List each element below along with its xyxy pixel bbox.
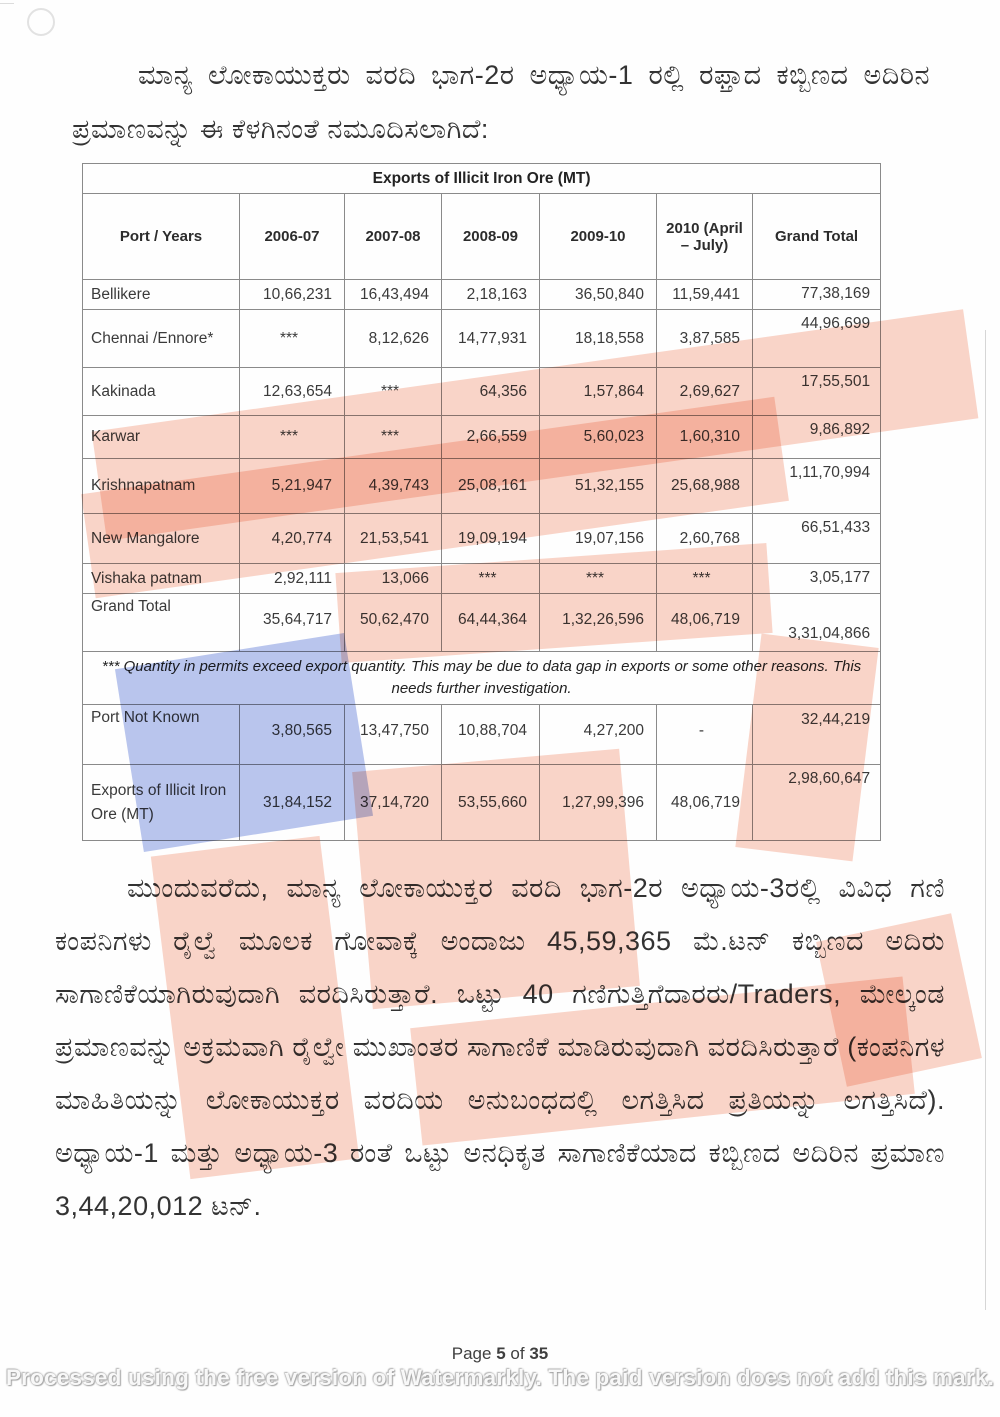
value-cell: 2,18,163 <box>442 280 540 310</box>
value-cell: 19,09,194 <box>442 514 540 564</box>
column-header-2007-08: 2007-08 <box>345 194 442 280</box>
total-cell: 17,55,501 <box>753 368 881 416</box>
port-cell: Grand Total <box>83 594 240 652</box>
total-cell: 66,51,433 <box>753 514 881 564</box>
port-cell: Port Not Known <box>83 705 240 765</box>
value-cell: 10,66,231 <box>240 280 345 310</box>
column-header-2006-07: 2006-07 <box>240 194 345 280</box>
table-row-grand-total <box>83 594 881 652</box>
port-cell: Bellikere <box>83 280 240 310</box>
value-cell: *** <box>240 416 345 459</box>
total-cell: 32,44,219 <box>753 705 881 765</box>
table-note-row <box>83 652 881 705</box>
page-total: 35 <box>529 1344 549 1363</box>
value-cell: 4,39,743 <box>345 459 442 514</box>
table-row-karwar <box>83 416 881 459</box>
document-heading: ಮಾನ್ಯ ಲೋಕಾಯುಕ್ತರು ವರದಿ ಭಾಗ-2ರ ಅಧ್ಯಾಯ-1 ರಲ್ಲಿ ರಫ್ತಾದ ಕಬ್ಬಿಣದ ಅದಿರಿನ ಪ್ರಮಾಣವನ್ನು ಈ ಕೆಳಗಿನಂತೆ ನಮೂದಿಸಲಾಗಿದೆ: <box>72 60 930 144</box>
value-cell: *** <box>345 416 442 459</box>
total-cell: 9,86,892 <box>753 416 881 459</box>
value-cell: 11,59,441 <box>657 280 753 310</box>
total-cell: 44,96,699 <box>753 310 881 368</box>
value-cell: 13,47,750 <box>345 705 442 765</box>
column-header-2010: 2010 (April – July) <box>657 194 753 280</box>
scan-edge-line <box>985 330 986 1310</box>
total-cell: 2,98,60,647 <box>753 765 881 841</box>
value-cell: 1,32,26,596 <box>540 594 657 652</box>
value-cell: 50,62,470 <box>345 594 442 652</box>
value-cell: 2,60,768 <box>657 514 753 564</box>
value-cell: 64,44,364 <box>442 594 540 652</box>
port-cell: Chennai /Ennore* <box>83 310 240 368</box>
page-label: Page <box>451 1344 492 1363</box>
total-cell: 3,31,04,866 <box>753 594 881 652</box>
column-header-grand-total: Grand Total <box>753 194 881 280</box>
value-cell: 36,50,840 <box>540 280 657 310</box>
table-row-kakinada <box>83 368 881 416</box>
table-title: Exports of Illicit Iron Ore (MT) <box>83 164 881 194</box>
scan-artifact-line <box>0 3 14 4</box>
table-row-krishnapatnam <box>83 459 881 514</box>
table-row-vishaka-patnam <box>83 564 881 594</box>
value-cell: 1,60,310 <box>657 416 753 459</box>
table-row-chennai-ennore <box>83 310 881 368</box>
value-cell: 4,27,200 <box>540 705 657 765</box>
value-cell: *** <box>657 564 753 594</box>
value-cell: 10,88,704 <box>442 705 540 765</box>
value-cell: 4,20,774 <box>240 514 345 564</box>
value-cell: 8,12,626 <box>345 310 442 368</box>
port-cell: Vishaka patnam <box>83 564 240 594</box>
value-cell: 25,68,988 <box>657 459 753 514</box>
value-cell: 3,80,565 <box>240 705 345 765</box>
table-title-row <box>83 164 881 194</box>
table-row-exports-illicit <box>83 765 881 841</box>
iron-ore-exports-table <box>82 163 881 841</box>
value-cell: - <box>657 705 753 765</box>
scan-artifact-circle <box>27 8 55 36</box>
value-cell: 18,18,558 <box>540 310 657 368</box>
value-cell: 5,21,947 <box>240 459 345 514</box>
body-paragraph: ಮುಂದುವರೆದು, ಮಾನ್ಯ ಲೋಕಾಯುಕ್ತರ ವರದಿ ಭಾಗ-2ರ ಅಧ್ಯಾಯ-3ರಲ್ಲಿ ವಿವಿಧ ಗಣಿ ಕಂಪನಿಗಳು ರೈಲ್ವೆ ಮೂಲಕ ಗೋವಾಕ್ಕೆ ಅಂದಾಜು 45,59,365 ಮೆ.ಟನ್ ಕಬ್ಬಿಣದ ಅದಿರು ಸಾಗಾಣಿಕೆಯಾಗಿರುವುದಾಗಿ ವರದಿಸಿರುತ್ತಾರೆ. ಒಟ್ಟು 40 ಗಣಿಗುತ್ತಿಗೆದಾರರು/Traders, ಮೇಲ್ಕಂಡ ಪ್ರಮಾಣವನ್ನು ಅಕ್ರಮವಾಗಿ ರೈಲ್ವೇ ಮುಖಾಂತರ ಸಾಗಾಣಿಕೆ ಮಾಡಿರುವುದಾಗಿ ವರದಿಸಿರುತ್ತಾರೆ (ಕಂಪನಿಗಳ ಮಾಹಿತಿಯನ್ನು ಲೋಕಾಯುಕ್ತರ ವರದಿಯ ಅನುಬಂಧದಲ್ಲಿ ಲಗತ್ತಿಸಿದ ಪ್ರತಿಯನ್ನು ಲಗತ್ತಿಸಿದೆ). ಅಧ್ಯಾಯ-1 ಮತ್ತು ಅಧ್ಯಾಯ-3 ರಂತೆ ಒಟ್ಟು ಅನಧಿಕೃತ ಸಾಗಾಣಿಕೆಯಾದ ಕಬ್ಬಿಣದ ಅದಿರಿನ ಪ್ರಮಾಣ 3,44,20,012 ಟನ್. <box>55 873 945 1221</box>
value-cell: 64,356 <box>442 368 540 416</box>
column-header-2009-10: 2009-10 <box>540 194 657 280</box>
value-cell: 12,63,654 <box>240 368 345 416</box>
column-header-port: Port / Years <box>83 194 240 280</box>
table-header-row <box>83 194 881 280</box>
value-cell: 5,60,023 <box>540 416 657 459</box>
port-cell: Krishnapatnam <box>83 459 240 514</box>
page-current: 5 <box>496 1344 506 1363</box>
page-footer <box>0 1344 1000 1364</box>
value-cell: 2,92,111 <box>240 564 345 594</box>
table-row-port-not-known <box>83 705 881 765</box>
table-note: *** Quantity in permits exceed export quantity. This may be due to data gap in exports or some other reasons. This needs further investigation. <box>83 652 881 705</box>
value-cell: *** <box>345 368 442 416</box>
value-cell: 13,066 <box>345 564 442 594</box>
value-cell: 3,87,585 <box>657 310 753 368</box>
total-cell: 3,05,177 <box>753 564 881 594</box>
table-row-bellikere <box>83 280 881 310</box>
watermarkly-watermark: Processed using the free version of Watermarkly. The paid version does not add this mark. <box>5 1365 995 1390</box>
value-cell: 35,64,717 <box>240 594 345 652</box>
value-cell: 21,53,541 <box>345 514 442 564</box>
port-cell: Kakinada <box>83 368 240 416</box>
port-cell: Karwar <box>83 416 240 459</box>
total-cell: 1,11,70,994 <box>753 459 881 514</box>
value-cell: 1,27,99,396 <box>540 765 657 841</box>
value-cell: 31,84,152 <box>240 765 345 841</box>
value-cell: 19,07,156 <box>540 514 657 564</box>
total-cell: 77,38,169 <box>753 280 881 310</box>
value-cell: 1,57,864 <box>540 368 657 416</box>
value-cell: 25,08,161 <box>442 459 540 514</box>
value-cell: 2,69,627 <box>657 368 753 416</box>
value-cell: 48,06,719 <box>657 594 753 652</box>
value-cell: *** <box>442 564 540 594</box>
port-cell: Exports of Illicit Iron Ore (MT) <box>83 765 240 841</box>
of-label: of <box>510 1344 525 1363</box>
value-cell: 16,43,494 <box>345 280 442 310</box>
port-cell: New Mangalore <box>83 514 240 564</box>
value-cell: 51,32,155 <box>540 459 657 514</box>
value-cell: 2,66,559 <box>442 416 540 459</box>
value-cell: 14,77,931 <box>442 310 540 368</box>
value-cell: 37,14,720 <box>345 765 442 841</box>
value-cell: *** <box>540 564 657 594</box>
column-header-2008-09: 2008-09 <box>442 194 540 280</box>
value-cell: 48,06,719 <box>657 765 753 841</box>
value-cell: 53,55,660 <box>442 765 540 841</box>
value-cell: *** <box>240 310 345 368</box>
table-row-new-mangalore <box>83 514 881 564</box>
